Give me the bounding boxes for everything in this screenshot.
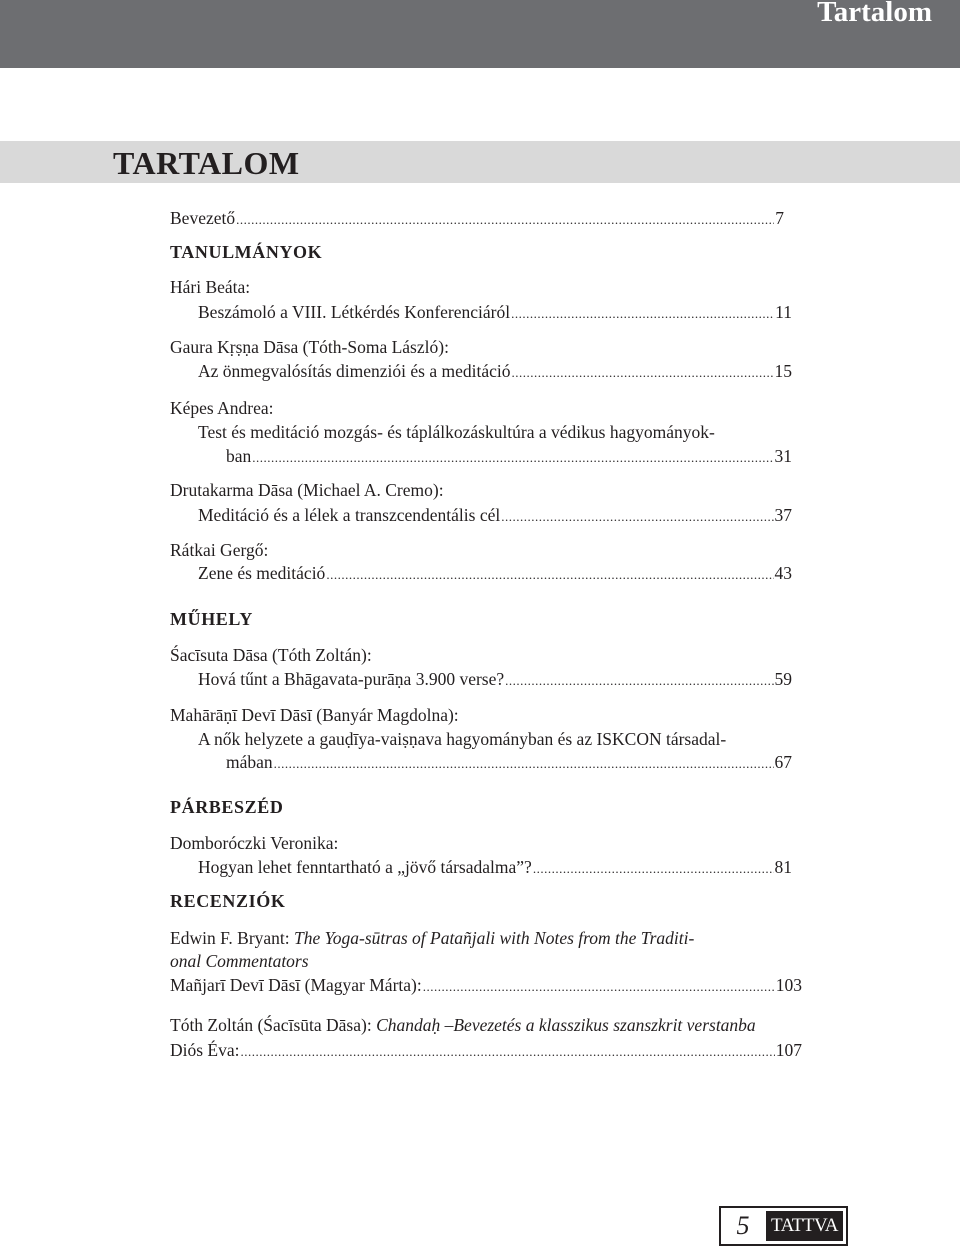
toc-entry-title: Zene és meditáció — [198, 563, 326, 583]
toc-entry[interactable] — [226, 445, 792, 469]
tattva-logo: TATTVA — [765, 1210, 844, 1242]
leader-dots — [501, 506, 773, 528]
leader-dots — [423, 976, 775, 998]
toc-review[interactable] — [170, 974, 802, 998]
toc-author: Śacīsuta Dāsa (Tóth Zoltán): — [170, 645, 372, 665]
toc-entry[interactable] — [198, 562, 792, 586]
leader-dots — [274, 753, 774, 775]
toc-entry-title: Az önmegvalósítás dimenziói és a meditáció — [198, 361, 511, 381]
toc-entry-page: 11 — [775, 302, 792, 322]
toc-entry-page: 31 — [774, 446, 792, 466]
review-book[interactable] — [170, 1014, 756, 1036]
leader-dots — [511, 362, 773, 384]
toc-author: Rátkai Gergő: — [170, 540, 269, 560]
review-page: 107 — [775, 1040, 802, 1060]
toc-entry-title-cont: mában — [226, 752, 273, 772]
review-book-title: The Yoga-sūtras of Patañjali with Notes from the Traditi- — [294, 928, 695, 948]
top-header-bar — [0, 0, 960, 68]
toc-author: Hári Beáta: — [170, 277, 251, 297]
toc-author: Képes Andrea: — [170, 398, 274, 418]
toc-entry[interactable] — [198, 504, 792, 528]
section-heading-parbeszed: PÁRBESZÉD — [170, 797, 284, 817]
toc-author: Domboróczki Veronika: — [170, 833, 339, 853]
review-book-author: Edwin F. Bryant: — [170, 928, 290, 948]
toc-entry[interactable] — [198, 301, 792, 325]
toc-entry-page: 81 — [774, 857, 792, 877]
review-reviewer: Diós Éva: — [170, 1040, 240, 1060]
review-page: 103 — [775, 975, 802, 995]
toc-entry-title-cont: ban — [226, 446, 252, 466]
review-book-title-cont: onal Commentators — [170, 951, 309, 971]
title-band — [0, 141, 960, 183]
page-title: TARTALOM — [113, 145, 300, 181]
page-number: 5 — [736, 1211, 750, 1240]
toc-entry-title[interactable]: Test és meditáció mozgás- és táplálkozáskultúra a védikus hagyományok- — [198, 422, 715, 442]
toc-entry-title: Hová tűnt a Bhāgavata-purāṇa 3.900 verse? — [198, 669, 505, 689]
leader-dots — [511, 303, 774, 325]
footer-page-box — [719, 1206, 848, 1246]
toc-entry[interactable] — [198, 668, 792, 692]
section-title: Tartalom — [817, 0, 932, 28]
toc-author: Mahārāṇī Devī Dāsī (Banyár Magdolna): — [170, 705, 459, 725]
toc-entry-title: Meditáció és a lélek a transzcendentális cél — [198, 505, 501, 525]
toc-entry-title[interactable]: A nők helyzete a gauḍīya-vaiṣṇava hagyományban és az ISKCON társadal- — [198, 729, 727, 749]
toc-author: Drutakarma Dāsa (Michael A. Cremo): — [170, 480, 444, 500]
section-heading-recenziok: RECENZIÓK — [170, 891, 286, 911]
toc-entry-page: 59 — [774, 669, 792, 689]
review-book[interactable] — [170, 927, 694, 949]
leader-dots — [252, 447, 773, 469]
toc-entry[interactable] — [198, 856, 792, 880]
toc-entry-title: Hogyan lehet fenntartható a „jövő társadalma”? — [198, 857, 532, 877]
section-heading-muhely: MŰHELY — [170, 609, 253, 629]
toc-intro[interactable] — [170, 207, 784, 231]
leader-dots — [505, 670, 773, 692]
leader-dots — [236, 209, 774, 231]
review-book-title: Chandaḥ –Bevezetés a klasszikus szanszkrit verstanba — [376, 1015, 756, 1035]
toc-intro-title: Bevezető — [170, 208, 236, 228]
toc-entry[interactable] — [226, 751, 792, 775]
toc-author: Gaura Kṛṣṇa Dāsa (Tóth-Soma László): — [170, 337, 449, 357]
review-reviewer: Mañjarī Devī Dāsī (Magyar Márta): — [170, 975, 422, 995]
toc-intro-page: 7 — [775, 208, 784, 228]
toc-entry-page: 67 — [774, 752, 792, 772]
leader-dots — [533, 858, 774, 880]
toc-entry-page: 37 — [774, 505, 792, 525]
leader-dots — [241, 1041, 775, 1063]
toc-entry-title: Beszámoló a VIII. Létkérdés Konferenciáról — [198, 302, 511, 322]
toc-review[interactable] — [170, 1039, 802, 1063]
review-book-author: Tóth Zoltán (Śacīsūta Dāsa): — [170, 1015, 372, 1035]
toc-entry-page: 43 — [774, 563, 792, 583]
toc-entry[interactable] — [198, 360, 792, 384]
toc-entry-page: 15 — [774, 361, 792, 381]
section-heading-tanulmanyok: TANULMÁNYOK — [170, 242, 323, 262]
leader-dots — [326, 564, 773, 586]
